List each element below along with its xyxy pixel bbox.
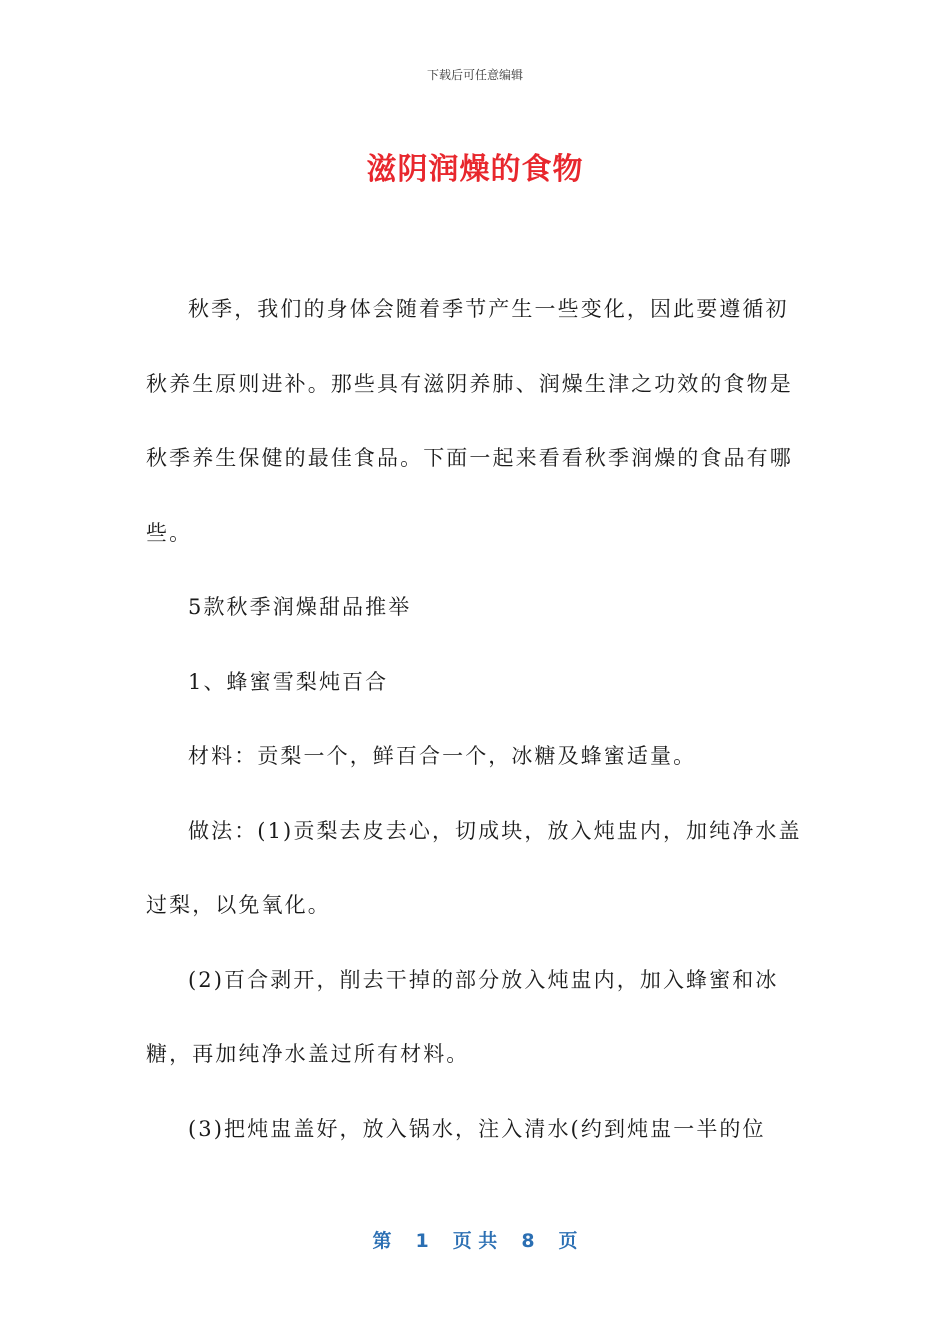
paragraph-step-3: (3)把炖盅盖好，放入锅水，注入清水(约到炖盅一半的位: [188, 1116, 766, 1141]
footer-middle: 页 共: [452, 1230, 498, 1252]
document-title: 滋阴润燥的食物: [366, 152, 584, 187]
header-note: 下载后可任意编辑: [426, 68, 523, 82]
paragraph-step-2: (2)百合剥开，削去干掉的部分放入炖盅内，加入蜂蜜和冰糖，再加纯净水盖过所有材料。: [146, 967, 779, 1066]
paragraph-recipe-title: 1、蜂蜜雪梨炖百合: [188, 669, 389, 694]
paragraph-step-1: 做法：(1)贡梨去皮去心，切成块，放入炖盅内，加纯净水盖过梨，以免氧化。: [146, 818, 802, 917]
paragraph-intro: 秋季，我们的身体会随着季节产生一些变化，因此要遵循初秋养生原则进补。那些具有滋阴养肺、润燥生津之功效的食物是秋季养生保健的最佳食品。下面一起来看看秋季润燥的食品有哪些。: [146, 297, 793, 545]
footer-total-pages: 8: [521, 1230, 535, 1252]
paragraph-section-heading: 5款秋季润燥甜品推举: [188, 595, 412, 619]
paragraph-ingredients: 材料：贡梨一个，鲜百合一个，冰糖及蜂蜜适量。: [188, 744, 697, 768]
footer-suffix: 页: [558, 1230, 578, 1252]
document-body: [146, 272, 806, 1166]
page-footer: [0, 1226, 950, 1253]
footer-prefix: 第: [372, 1230, 392, 1252]
footer-current-page: 1: [415, 1230, 429, 1252]
